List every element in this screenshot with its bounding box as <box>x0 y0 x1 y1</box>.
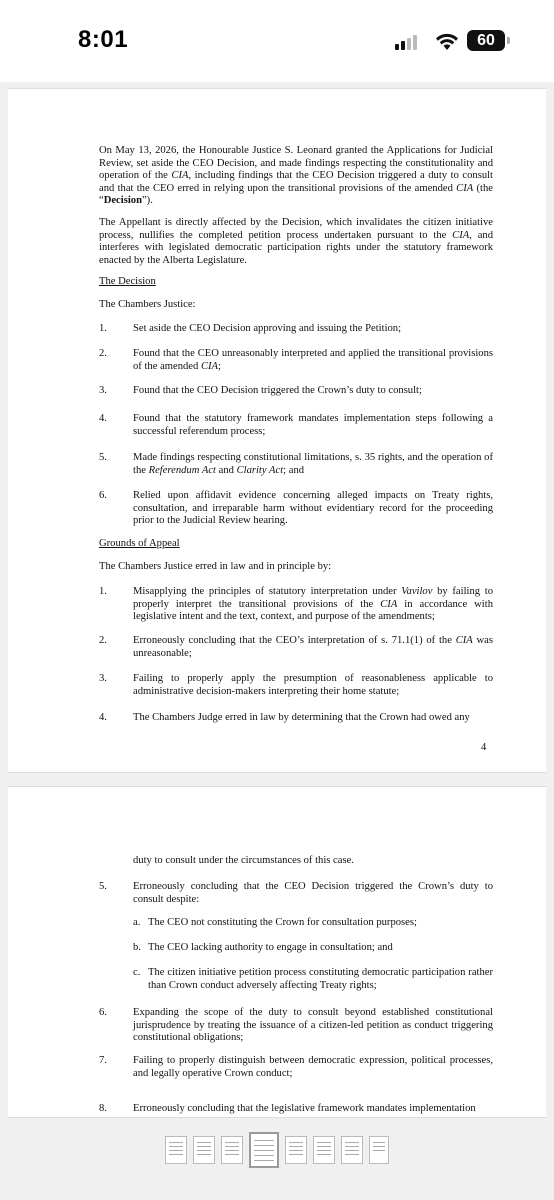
page-thumbnail[interactable] <box>165 1136 187 1164</box>
list-number: 7. <box>99 1055 107 1066</box>
list-number: 4. <box>99 712 107 723</box>
document-page-4 <box>8 88 546 773</box>
page-thumbnail[interactable] <box>341 1136 363 1164</box>
continuation-text: duty to consult under the circumstances of this case. <box>133 855 354 866</box>
cellular-signal-icon <box>395 34 423 50</box>
sub-item-text: The citizen initiative petition process constituting democratic participation rather than Crown conduct adversely affecting Treaty rights; <box>148 967 493 991</box>
list-number: 5. <box>99 452 107 463</box>
grounds-intro: The Chambers Justice erred in law and in principle by: <box>99 561 332 572</box>
list-number: 3. <box>99 385 107 396</box>
list-number: 5. <box>99 881 107 892</box>
page-thumbnail[interactable] <box>285 1136 307 1164</box>
ground-item-text: Erroneously concluding that the CEO Decision triggered the Crown’s duty to consult despite: <box>133 881 493 905</box>
ground-item-text: Failing to properly distinguish between democratic expression, political processes, and legally operative Crown conduct; <box>133 1055 493 1079</box>
list-number: 2. <box>99 635 107 646</box>
battery-icon: 60 <box>467 30 505 51</box>
paragraph-decision-summary: On May 13, 2026, the Honourable Justice S. Leonard granted the Applications for Judicial Review, set aside the CEO Decision, and made findings respecting the constitutionality and operation of the CIA, including findings that the CEO Decision triggered a duty to consult and that the CEO erred in relying upon the transitional provisions of the amended CIA (the “Decision”). <box>99 145 493 207</box>
decision-item-text: Found that the statutory framework mandates implementation steps following a successful referendum process; <box>133 413 493 437</box>
heading-the-decision: The Decision <box>99 276 156 287</box>
sub-list-letter: b. <box>133 942 141 953</box>
ground-item-text: Expanding the scope of the duty to consult beyond established constitutional jurisprudence by treating the issuance of a citizen-led petition as conduct triggering constitutional obligations; <box>133 1007 493 1044</box>
sub-item-text: The CEO not constituting the Crown for consultation purposes; <box>148 917 417 928</box>
paragraph-appellant-affected: The Appellant is directly affected by the Decision, which invalidates the citizen initiative process, nullifies the completed petition process undertaken pursuant to the CIA, and interferes with legislated democratic participation rights under the statutory framework enacted by the Alberta Legislature. <box>99 217 494 266</box>
status-time: 8:01 <box>78 26 129 53</box>
page-thumbnail[interactable] <box>313 1136 335 1164</box>
ground-item-text: Erroneously concluding that the legislative framework mandates implementation <box>133 1103 476 1114</box>
ground-item-text: Misapplying the principles of statutory interpretation under Vavilov by failing to properly interpret the transitional provisions of the CIA in accordance with legislative intent and the text, context, and purpose of the amendments; <box>133 586 493 623</box>
page-number: 4 <box>481 742 487 753</box>
page-thumbnail[interactable] <box>221 1136 243 1164</box>
ground-item-text: Failing to properly apply the presumption of reasonableness applicable to administrative decision-makers interpreting their home statute; <box>133 673 493 697</box>
decision-item-text: Relied upon affidavit evidence concerning alleged impacts on Treaty rights, consultation, and irreparable harm without evidentiary record for the proceeding prior to the Judicial Review hearing. <box>133 490 493 527</box>
page-thumbnail-current[interactable] <box>249 1132 279 1168</box>
wifi-icon <box>435 31 459 51</box>
document-page-5 <box>8 786 546 1118</box>
heading-grounds-of-appeal: Grounds of Appeal <box>99 538 180 549</box>
list-number: 1. <box>99 586 107 597</box>
decision-item-text: Made findings respecting constitutional limitations, s. 35 rights, and the operation of the Referendum Act and Clarity Act; and <box>133 452 493 476</box>
ground-item-text: Erroneously concluding that the CEO’s interpretation of s. 71.1(1) of the CIA was unreasonable; <box>133 635 494 659</box>
ground-item-text: The Chambers Judge erred in law by determining that the Crown had owed any <box>133 712 470 723</box>
list-number: 1. <box>99 323 107 334</box>
list-number: 6. <box>99 1007 107 1018</box>
page-thumbnail[interactable] <box>193 1136 215 1164</box>
decision-item-text: Found that the CEO unreasonably interpreted and applied the transitional provisions of the amended CIA; <box>133 348 493 372</box>
sub-item-text: The CEO lacking authority to engage in consultation; and <box>148 942 393 953</box>
document-viewer[interactable] <box>0 82 554 1200</box>
sub-list-letter: c. <box>133 967 141 978</box>
list-number: 4. <box>99 413 107 424</box>
decision-item-text: Found that the CEO Decision triggered the Crown’s duty to consult; <box>133 385 422 396</box>
status-bar <box>0 0 554 82</box>
battery-cap <box>507 37 510 44</box>
list-number: 8. <box>99 1103 107 1114</box>
page-thumbnail[interactable] <box>369 1136 389 1164</box>
list-number: 2. <box>99 348 107 359</box>
sub-list-letter: a. <box>133 917 141 928</box>
list-number: 3. <box>99 673 107 684</box>
list-number: 6. <box>99 490 107 501</box>
chambers-intro: The Chambers Justice: <box>99 299 196 310</box>
decision-item-text: Set aside the CEO Decision approving and issuing the Petition; <box>133 323 402 334</box>
page-thumbnail-strip[interactable] <box>165 1132 389 1166</box>
